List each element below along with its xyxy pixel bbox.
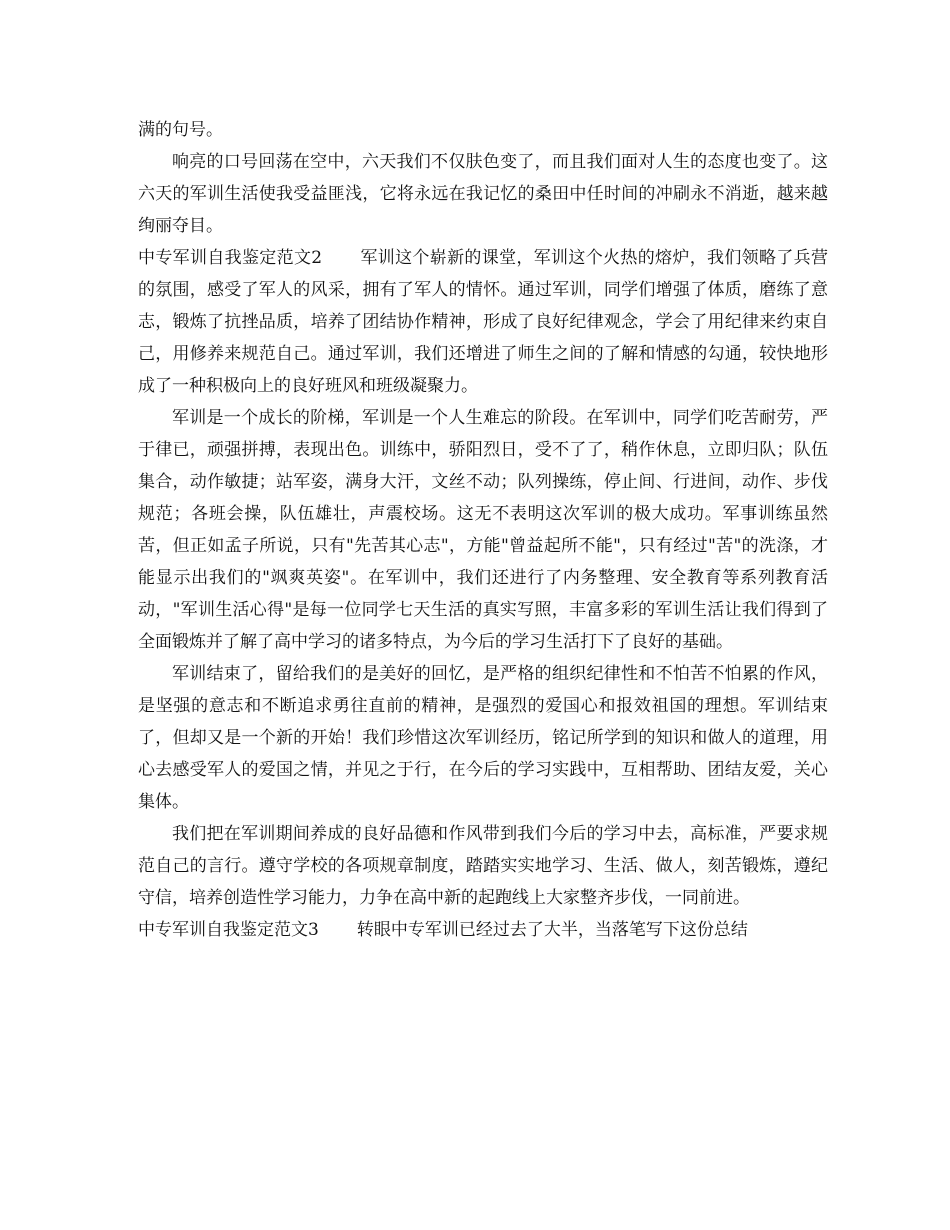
- document-body: [138, 114, 828, 946]
- section-3-opening: [138, 914, 828, 946]
- section-2-lead-text: 军训这个崭新的课堂，军训这个火热的熔炉，我们领略了兵营的氛围，感受了军人的风采，拥有了军人的情怀。通过军训，同学们增强了体质，磨练了意志，锻炼了抗挫品质，培养了团结协作精神，形成了良好纪律观念，学会了用纪律来约束自己，用修养来规范自己。通过军训，我们还增进了师生之间的了解和情感的勾通，较快地形成了一种积极向上的良好班风和班级凝聚力。: [138, 248, 828, 396]
- section-2-paragraph-2: 军训结束了，留给我们的是美好的回忆，是严格的组织纪律性和不怕苦不怕累的作风，是坚强的意志和不断追求勇往直前的精神，是强烈的爱国心和报效祖国的理想。军训结束了，但却又是一个新的开始！我们珍惜这次军训经历，铭记所学到的知识和做人的道理，用心去感受军人的爱国之情，并见之于行，在今后的学习实践中，互相帮助、团结友爱，关心集体。: [138, 664, 828, 812]
- section-3-heading: 中专军训自我鉴定范文3: [138, 920, 319, 940]
- section-2-heading: 中专军训自我鉴定范文2: [138, 248, 323, 268]
- section-2-paragraph-1: 军训是一个成长的阶梯，军训是一个人生难忘的阶段。在军训中，同学们吃苦耐劳，严于律已，顽强拼搏，表现出色。训练中，骄阳烈日，受不了了，稍作休息，立即归队；队伍集合，动作敏捷；站军姿，满身大汗，文丝不动；队列操练，停止间、行进间，动作、步伐规范；各班会操，队伍雄壮，声震校场。这无不表明这次军训的极大成功。军事训练虽然苦，但正如孟子所说，只有"先苦其心志"，方能"曾益起所不能"，只有经过"苦"的洗涤，才能显示出我们的"飒爽英姿"。在军训中，我们还进行了内务整理、安全教育等系列教育活动，"军训生活心得"是每一位同学七天生活的真实写照，丰富多彩的军训生活让我们得到了全面锻炼并了解了高中学习的诸多特点，为今后的学习生活打下了良好的基础。: [138, 408, 828, 652]
- section-2-paragraph-3: 我们把在军训期间养成的良好品德和作风带到我们今后的学习中去，高标准，严要求规范自己的言行。遵守学校的各项规章制度，踏踏实实地学习、生活、做人，刻苦锻炼，遵纪守信，培养创造性学习能力，力争在高中新的起跑线上大家整齐步伐，一同前进。: [138, 824, 828, 908]
- paragraph-conclusion: 响亮的口号回荡在空中，六天我们不仅肤色变了，而且我们面对人生的态度也变了。这六天的军训生活使我受益匪浅，它将永远在我记忆的桑田中任时间的冲刷永不消逝，越来越绚丽夺目。: [138, 152, 828, 236]
- paragraph-continuation: 满的句号。: [138, 120, 223, 140]
- section-2-opening: [138, 242, 828, 402]
- section-3-lead-text: 转眼中专军训已经过去了大半，当落笔写下这份总结: [356, 920, 748, 940]
